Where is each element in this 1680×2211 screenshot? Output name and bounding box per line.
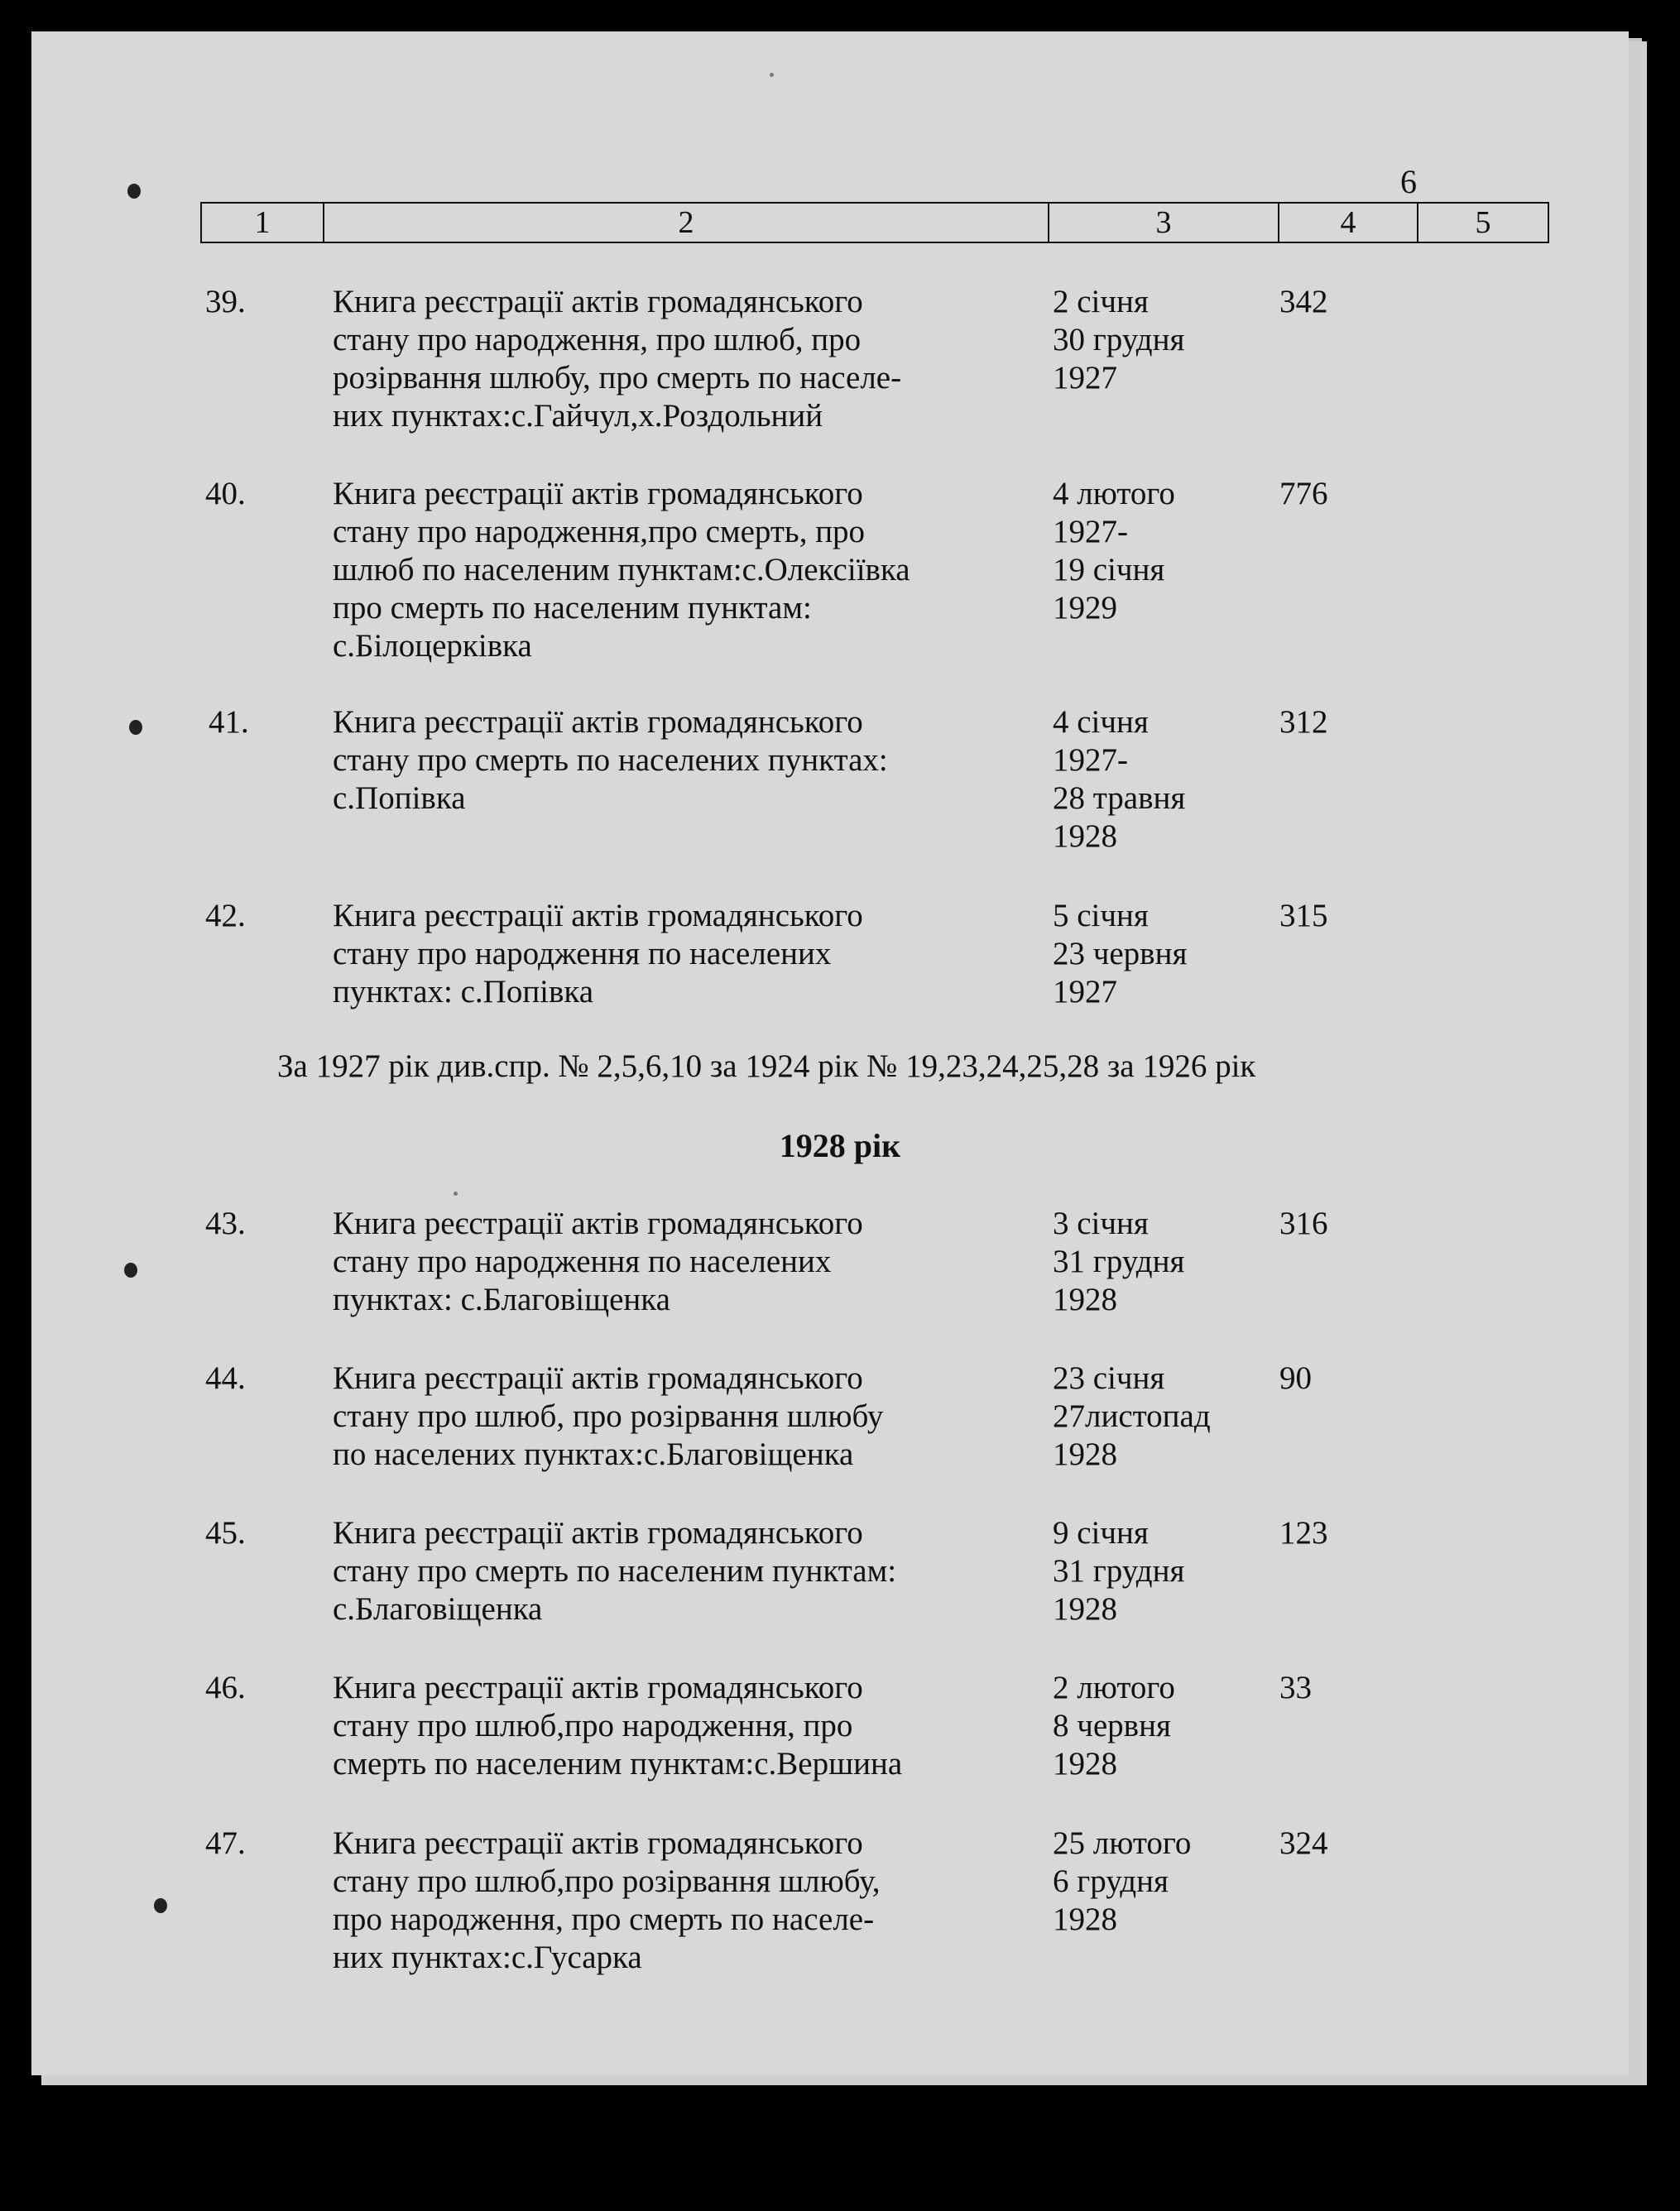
entry-dates: 9 січня 31 грудня 1928 <box>1053 1515 1185 1627</box>
entry-dates: 23 січня 27листопад 1928 <box>1053 1360 1211 1472</box>
entry-dates: 3 січня 31 грудня 1928 <box>1053 1206 1185 1317</box>
entry-number: 44. <box>205 1360 246 1396</box>
entry-title: Книга реєстрації актів громадянського стану про смерть по населеним пунктам: с.Благовіщенка <box>333 1515 897 1627</box>
entry-sheet-count: 776 <box>1279 476 1328 511</box>
entry-sheet-count: 315 <box>1279 898 1328 933</box>
entry-number: 46. <box>205 1670 246 1705</box>
entry-dates: 25 лютого 6 грудня 1928 <box>1053 1825 1192 1937</box>
entry-dates: 4 лютого 1927- 19 січня 1929 <box>1053 476 1175 626</box>
entry-title: Книга реєстрації актів громадянського стану про народження, про шлюб, про розірвання шлюбу, про смерть по населе- них пунктах:с.Гайчул,х.Роздольний <box>333 284 902 434</box>
entry-sheet-count: 123 <box>1279 1515 1328 1551</box>
punch-hole <box>129 720 142 735</box>
entry-number: 41. <box>209 704 249 740</box>
entry-title: Книга реєстрації актів громадянського стану про народження по населених пунктах: с.Благовіщенка <box>333 1206 863 1317</box>
entry-sheet-count: 324 <box>1279 1825 1328 1861</box>
entry-sheet-count: 342 <box>1279 284 1328 319</box>
punch-hole <box>124 1263 137 1278</box>
entry-number: 43. <box>205 1206 246 1241</box>
column-header-1: 1 <box>202 204 324 242</box>
column-header-row <box>200 202 1549 243</box>
column-header-4: 4 <box>1279 204 1418 242</box>
scan-speck <box>770 73 774 77</box>
entry-number: 42. <box>205 898 246 933</box>
entry-sheet-count: 316 <box>1279 1206 1328 1241</box>
punch-hole <box>154 1898 167 1913</box>
entry-dates: 2 лютого 8 червня 1928 <box>1053 1670 1175 1782</box>
entry-number: 45. <box>205 1515 246 1551</box>
entry-title: Книга реєстрації актів громадянського стану про шлюб,про народження, про смерть по населеним пунктам:с.Вершина <box>333 1670 903 1782</box>
entry-sheet-count: 33 <box>1279 1670 1312 1705</box>
entry-title: Книга реєстрації актів громадянського стану про народження по населених пунктах: с.Попівка <box>333 898 863 1010</box>
column-header-2: 2 <box>324 204 1049 242</box>
entry-title: Книга реєстрації актів громадянського стану про смерть по населених пунктах: с.Попівка <box>333 704 888 816</box>
column-header-3: 3 <box>1049 204 1279 242</box>
punch-hole <box>127 184 141 199</box>
entry-dates: 4 січня 1927- 28 травня 1928 <box>1053 704 1186 854</box>
cross-reference-note: За 1927 рік див.спр. № 2,5,6,10 за 1924 рік № 19,23,24,25,28 за 1926 рік <box>277 1048 1256 1084</box>
page-number: 6 <box>1400 163 1417 200</box>
entry-title: Книга реєстрації актів громадянського стану про народження,про смерть, про шлюб по населеним пунктам:с.Олексіївка про смерть по населеним пунктам: с.Білоцерківка <box>333 476 910 664</box>
entry-title: Книга реєстрації актів громадянського стану про шлюб,про розірвання шлюбу, про народження, про смерть по населе- них пунктах:с.Гусарка <box>333 1825 881 1975</box>
year-heading: 1928 рік <box>779 1127 901 1164</box>
entry-number: 47. <box>205 1825 246 1861</box>
entry-sheet-count: 90 <box>1279 1360 1312 1396</box>
entry-dates: 2 січня 30 грудня 1927 <box>1053 284 1185 396</box>
column-header-5: 5 <box>1475 205 1491 240</box>
entry-number: 40. <box>205 476 246 511</box>
scan-speck <box>454 1192 458 1196</box>
entry-title: Книга реєстрації актів громадянського стану про шлюб, про розірвання шлюбу по населених пунктах:с.Благовіщенка <box>333 1360 884 1472</box>
entry-number: 39. <box>205 284 246 319</box>
entry-sheet-count: 312 <box>1279 704 1328 740</box>
entry-dates: 5 січня 23 червня 1927 <box>1053 898 1188 1010</box>
